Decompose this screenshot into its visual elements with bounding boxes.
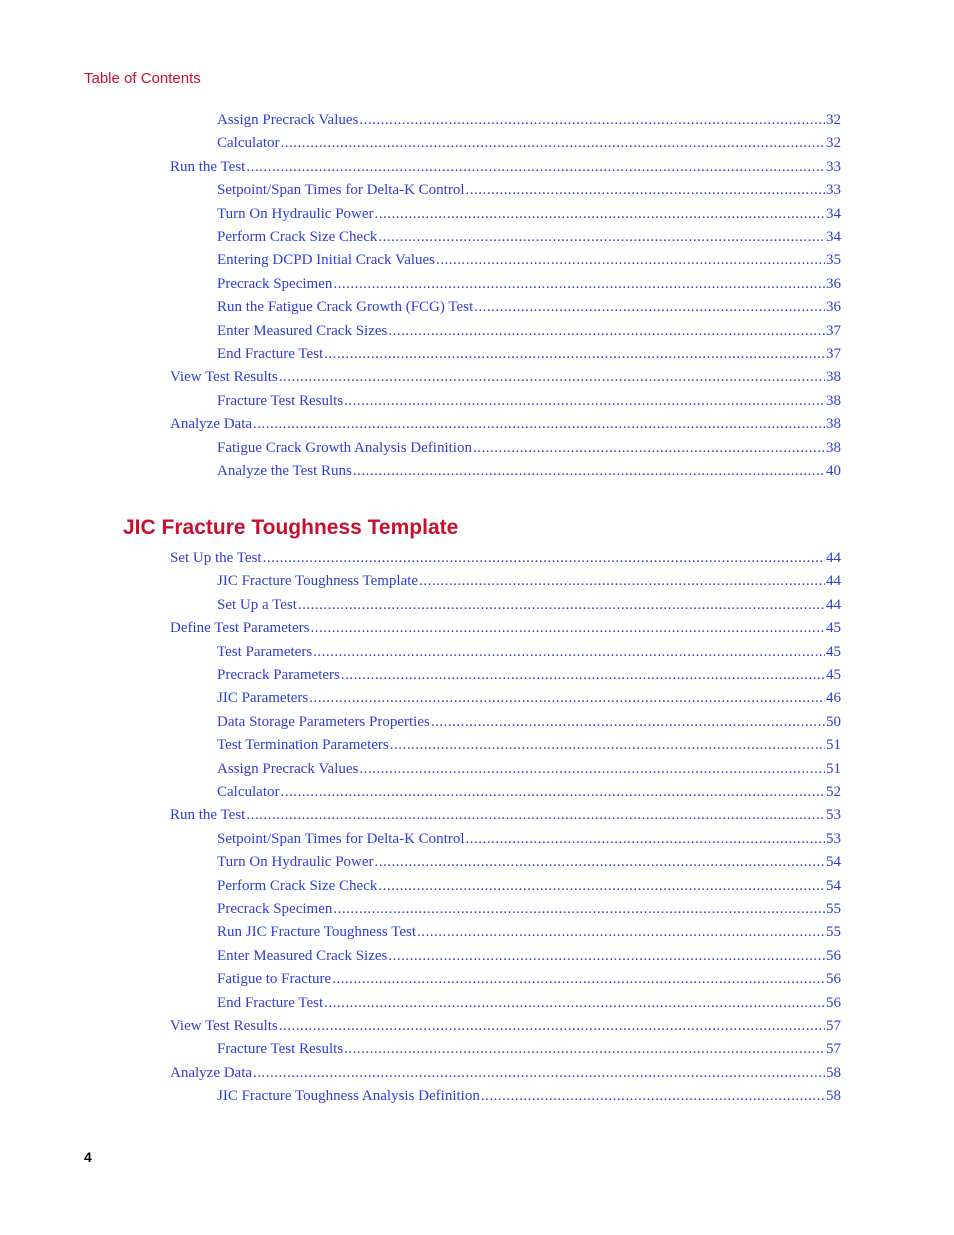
toc-entry-link[interactable] [217, 463, 841, 483]
toc-entry-title: Enter Measured Crack Sizes [217, 947, 388, 964]
toc-entry-link[interactable] [217, 761, 841, 781]
toc-entry-page: 44 [826, 573, 841, 590]
toc-dot-leader [378, 229, 825, 246]
toc-entry-title: Fracture Test Results [217, 1041, 344, 1058]
toc-entry-page: 40 [826, 463, 841, 479]
toc-dot-leader [279, 1018, 825, 1035]
toc-entry-page: 57 [826, 1041, 841, 1058]
toc-entry-title: Test Termination Parameters [217, 737, 389, 754]
toc-entry-title: Enter Measured Crack Sizes [217, 322, 388, 339]
toc-dot-leader [431, 714, 825, 731]
toc-dot-leader [246, 159, 825, 176]
toc-entry-title: Run the Test [170, 158, 246, 175]
toc-dot-leader [253, 416, 825, 433]
toc-entry-page: 35 [826, 252, 841, 269]
section-heading: JIC Fracture Toughness Template [123, 516, 459, 539]
toc-dot-leader [324, 346, 825, 363]
toc-entry-page: 45 [826, 643, 841, 660]
page-number: 4 [84, 1149, 92, 1165]
toc-entry-title: JIC Fracture Toughness Analysis Definition [217, 1088, 480, 1105]
toc-entry-title: Setpoint/Span Times for Delta-K Control [217, 830, 465, 847]
toc-dot-leader [324, 995, 825, 1012]
toc-dot-leader [388, 323, 825, 340]
toc-entry-page: 37 [826, 346, 841, 362]
toc-entry-link[interactable] [217, 901, 841, 921]
toc-entry-link[interactable] [170, 620, 841, 640]
toc-entry-title: View Test Results [170, 369, 278, 386]
toc-entry-title: Analyze Data [170, 416, 253, 433]
toc-entry-page: 36 [826, 299, 841, 316]
toc-entry-link[interactable] [217, 573, 841, 593]
toc-entry-title: View Test Results [170, 1018, 278, 1034]
toc-entry-page: 36 [826, 275, 841, 292]
toc-dot-leader [309, 690, 825, 707]
toc-entry-link[interactable] [217, 854, 841, 874]
toc-dot-leader [253, 1065, 825, 1082]
toc-dot-leader [344, 1041, 825, 1058]
toc-dot-leader [279, 369, 825, 386]
toc-entry-title: Precrack Parameters [217, 667, 340, 683]
toc-entry-page: 34 [826, 229, 841, 245]
toc-entry-link[interactable] [217, 690, 841, 710]
toc-entry-title: Fatigue to Fracture [217, 971, 332, 988]
toc-entry-link[interactable] [217, 597, 841, 617]
toc-entry-page: 33 [826, 182, 841, 199]
toc-entry-link[interactable] [217, 878, 841, 898]
toc-entry-title: Setpoint/Span Times for Delta-K Control [217, 182, 465, 199]
toc-entry-page: 55 [826, 924, 841, 941]
toc-entry-title: Perform Crack Size Check [217, 229, 378, 245]
toc-dot-leader [263, 550, 825, 567]
toc-entry-page: 51 [826, 760, 841, 777]
toc-entry-link[interactable] [170, 159, 841, 179]
toc-entry-link[interactable] [217, 112, 841, 132]
toc-entry-page: 53 [826, 807, 841, 824]
toc-dot-leader [375, 206, 825, 223]
running-header-title: Table of Contents [84, 70, 201, 87]
toc-entry-link[interactable] [217, 924, 841, 944]
toc-entry-link[interactable] [217, 714, 841, 734]
toc-entry-page: 37 [826, 322, 841, 339]
toc-entry-link[interactable] [217, 393, 841, 413]
toc-dot-leader [436, 252, 825, 269]
toc-entry-link[interactable] [170, 369, 841, 389]
toc-entry-link[interactable] [217, 276, 841, 296]
toc-dot-leader [310, 620, 825, 637]
toc-entry-link[interactable] [217, 948, 841, 968]
toc-dot-leader [419, 573, 825, 590]
toc-entry-title: Run JIC Fracture Toughness Test [217, 924, 416, 941]
toc-entry-page: 56 [826, 971, 841, 988]
toc-entry-title: Entering DCPD Initial Crack Values [217, 252, 436, 269]
toc-entry-page: 56 [826, 947, 841, 964]
toc-entry-title: Precrack Specimen [217, 275, 333, 292]
toc-entry-title: Turn On Hydraulic Power [217, 205, 374, 222]
toc-entry-link[interactable] [217, 229, 841, 249]
toc-entry-title: Precrack Specimen [217, 901, 333, 917]
toc-dot-leader [390, 737, 825, 754]
toc-entry-page: 54 [826, 854, 841, 871]
toc-entry-link[interactable] [217, 1088, 841, 1108]
toc-entry-title: End Fracture Test [217, 994, 324, 1011]
toc-dot-leader [359, 112, 825, 129]
toc-entry-page: 53 [826, 830, 841, 847]
toc-entry-link[interactable] [217, 346, 841, 366]
toc-entry-page: 38 [826, 392, 841, 409]
toc-dot-leader [280, 784, 825, 801]
toc-dot-leader [466, 831, 826, 848]
toc-entry-link[interactable] [170, 550, 841, 570]
toc-entry-title: Calculator [217, 784, 280, 800]
toc-dot-leader [246, 807, 825, 824]
toc-entry-title: Fracture Test Results [217, 392, 344, 409]
toc-entry-title: Set Up a Test [217, 596, 297, 613]
toc-entry-page: 56 [826, 994, 841, 1011]
toc-entry-link[interactable] [217, 995, 841, 1015]
toc-dot-leader [417, 924, 825, 941]
toc-entry-page: 32 [826, 135, 841, 152]
toc-entry-link[interactable] [217, 206, 841, 226]
toc-dot-leader [341, 667, 825, 684]
toc-entry-link[interactable] [217, 440, 841, 460]
toc-dot-leader [473, 440, 825, 457]
toc-entry-link[interactable] [170, 1065, 841, 1085]
toc-entry-link[interactable] [170, 1018, 841, 1038]
toc-entry-title: Assign Precrack Values [217, 760, 359, 777]
toc-entry-title: Turn On Hydraulic Power [217, 854, 374, 871]
toc-dot-leader [333, 901, 825, 918]
toc-entry-title: Analyze Data [170, 1064, 253, 1081]
toc-entry-title: Test Parameters [217, 643, 313, 660]
toc-entry-title: Set Up the Test [170, 550, 262, 566]
toc-entry-title: Define Test Parameters [170, 620, 310, 637]
toc-entry-title: Calculator [217, 135, 280, 152]
toc-entry-title: Fatigue Crack Growth Analysis Definition [217, 439, 472, 456]
toc-entry-page: 38 [826, 439, 841, 456]
toc-entry-title: Run the Fatigue Crack Growth (FCG) Test [217, 299, 474, 316]
toc-entry-page: 58 [826, 1064, 841, 1081]
toc-entry-title: Assign Precrack Values [217, 112, 359, 128]
toc-dot-leader [388, 948, 825, 965]
toc-entry-page: 32 [826, 112, 841, 128]
toc-dot-leader [466, 182, 826, 199]
toc-entry-page: 55 [826, 901, 841, 917]
toc-entry-link[interactable] [217, 182, 841, 202]
toc-entry-link[interactable] [217, 831, 841, 851]
toc-dot-leader [313, 644, 825, 661]
toc-entry-title: Perform Crack Size Check [217, 877, 378, 894]
toc-entry-page: 44 [826, 596, 841, 613]
toc-dot-leader [353, 463, 825, 480]
toc-entry-title: Run the Test [170, 807, 246, 824]
toc-entry-page: 58 [826, 1088, 841, 1105]
toc-entry-page: 45 [826, 667, 841, 683]
toc-entry-title: End Fracture Test [217, 346, 324, 362]
toc-dot-leader [474, 299, 825, 316]
toc-entry-page: 52 [826, 784, 841, 800]
toc-entry-title: JIC Parameters [217, 690, 309, 707]
toc-dot-leader [332, 971, 825, 988]
toc-entry-page: 50 [826, 713, 841, 730]
toc-dot-leader [359, 761, 825, 778]
toc-entry-page: 38 [826, 416, 841, 433]
toc-dot-leader [378, 878, 825, 895]
toc-entry-link[interactable] [217, 1041, 841, 1061]
toc-dot-leader [298, 597, 825, 614]
toc-entry-link[interactable] [217, 971, 841, 991]
toc-entry-link[interactable] [170, 416, 841, 436]
toc-entry-page: 57 [826, 1018, 841, 1034]
toc-entry-page: 44 [826, 550, 841, 566]
toc-dot-leader [481, 1088, 825, 1105]
toc-entry-page: 33 [826, 158, 841, 175]
toc-entry-page: 38 [826, 369, 841, 386]
toc-entry-link[interactable] [217, 299, 841, 319]
toc-entry-page: 54 [826, 877, 841, 894]
toc-entry-link[interactable] [217, 667, 841, 687]
toc-dot-leader [375, 854, 825, 871]
toc-entry-link[interactable] [217, 737, 841, 757]
toc-entry-title: JIC Fracture Toughness Template [217, 573, 419, 590]
toc-entry-page: 46 [826, 690, 841, 707]
toc-entry-title: Data Storage Parameters Properties [217, 713, 430, 730]
toc-entry-page: 45 [826, 620, 841, 637]
toc-dot-leader [344, 393, 825, 410]
toc-entry-title: Analyze the Test Runs [217, 463, 352, 479]
toc-dot-leader [333, 276, 825, 293]
toc-entry-link[interactable] [217, 644, 841, 664]
toc-entry-link[interactable] [170, 807, 841, 827]
toc-entry-link[interactable] [217, 135, 841, 155]
toc-entry-link[interactable] [217, 323, 841, 343]
toc-entry-page: 51 [826, 737, 841, 754]
toc-entry-link[interactable] [217, 252, 841, 272]
toc-entry-page: 34 [826, 205, 841, 222]
toc-dot-leader [280, 135, 825, 152]
toc-entry-link[interactable] [217, 784, 841, 804]
